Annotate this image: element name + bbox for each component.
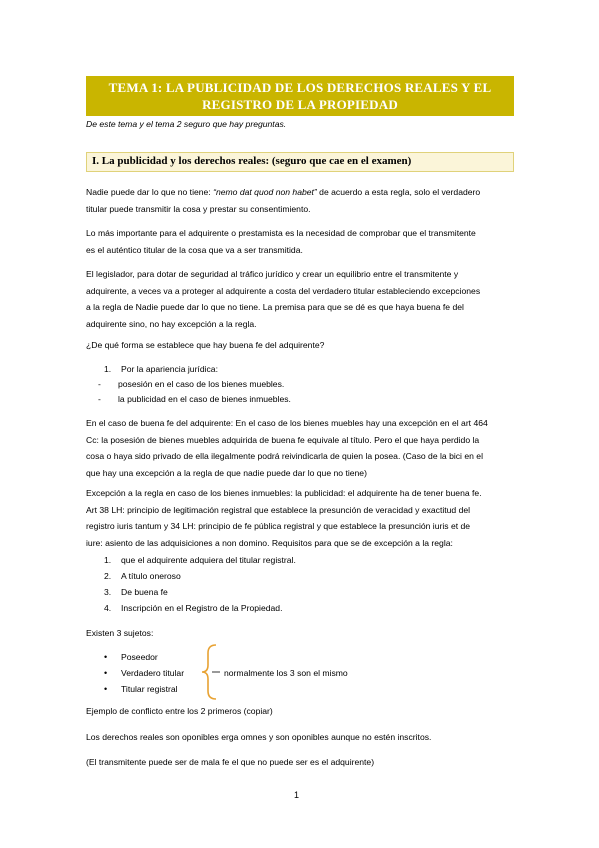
question-line: ¿De qué forma se establece que hay buena fe del adquirente? [86,340,325,350]
req-number: 1. [104,555,112,565]
req-number: 2. [104,571,112,581]
p5-line2: Art 38 LH: principio de legitimación registral que establece la presunción de veracidad y exactitud del [86,504,471,515]
p4-line2: Cc: la posesión de bienes muebles adquirida de buena fe equivale al título. Pero el que haya perdido la [86,434,480,445]
title-banner [86,76,514,116]
paragraph-oponibles: Los derechos reales son oponibles erga omnes y son oponibles aunque no estén inscritos. [86,732,432,742]
paragraph-inmuebles [86,485,514,551]
p5-line3: registro iuris tantum y 34 LH: principio de fe pública registral y que establece la presunción iuris et de [86,521,471,531]
list-number: 1. [104,364,112,374]
p2-line1: Lo más importante para el adquirente o prestamista es la necesidad de comprobar que el transmitente [86,228,476,238]
subject-item: Poseedor [121,652,158,662]
list-item-apariencia: Por la apariencia jurídica: [121,364,218,374]
req-number: 4. [104,603,112,613]
p1-italic: “nemo dat quod non habet” [210,187,317,197]
p3-line3: a la regla de Nadie puede dar lo que no tiene. La premisa para que se dé es que haya buena fe del [86,302,464,312]
req-item: Inscripción en el Registro de la Propiedad. [121,603,283,613]
p3-line4: adquirente sino, no hay excepción a la regla. [86,318,257,329]
paragraph-nemo-dat [86,184,514,217]
p4-line3: cosa o haya sido privado de ella ilegalmente podrá reivindicarla de quien la posea. (Caso de la bici en el [86,451,483,461]
p1-bold: Nadie puede dar lo que no tiene: [86,187,211,197]
bullet-glyph: • [104,684,108,694]
p4-line1: En el caso de buena fe del adquirente: En el caso de los bienes muebles hay una excepción en el art 464 [86,418,488,428]
paragraph-legislador [86,266,514,332]
p4-line4: que hay una excepción a la regla de que nadie puede dar lo que no tiene) [86,467,367,478]
p3-line2: adquirente, a veces va a proteger al adquirente a costa del verdadero titular estableciendo excepciones [86,285,481,296]
p1-rest: de acuerdo a esta regla, solo el verdadero [316,187,481,197]
curly-brace-icon [198,642,226,702]
p2-line2: es el auténtico titular de la cosa que va a ser transmitida. [86,244,303,255]
dash-item: la publicidad en el caso de bienes inmuebles. [118,394,291,404]
paragraph-mala-fe: (El transmitente puede ser de mala fe el que no puede ser es el adquirente) [86,757,375,767]
title-line-1: TEMA 1: LA PUBLICIDAD DE LOS DERECHOS REALES Y EL [108,80,492,95]
dash-glyph: - [98,394,101,404]
req-number: 3. [104,587,112,597]
paragraph-buena-fe [86,415,514,481]
subject-item: Verdadero titular [121,668,185,678]
bullet-glyph: • [104,652,108,662]
title-line-2: REGISTRO DE LA PROPIEDAD [202,97,398,112]
dash-glyph: - [98,379,101,389]
page-number: 1 [294,790,300,800]
subjects-note: normalmente los 3 son el mismo [224,668,348,678]
p1-line2: titular puede transmitir la cosa y prestar su consentimiento. [86,203,311,214]
subject-item: Titular registral [121,684,178,694]
p3-line1: El legislador, para dotar de seguridad al tráfico jurídico y crear un equilibrio entre el transmitente y [86,269,459,279]
bullet-glyph: • [104,668,108,678]
p5-line1: Excepción a la regla en caso de los bienes inmuebles: la publicidad: el adquirente ha de tener buena fe. [86,488,482,498]
conflict-example: Ejemplo de conflicto entre los 2 primeros (copiar) [86,706,273,716]
section-heading-box [86,152,514,172]
subtitle-note: De este tema y el tema 2 seguro que hay preguntas. [86,119,287,129]
req-item: que el adquirente adquiera del titular registral. [121,555,296,565]
req-item: A título oneroso [121,571,181,581]
p5-line4: iure: asiento de las adquisiciones a non domino. Requisitos para que se de excepción a la regla: [86,537,453,548]
section-heading: I. La publicidad y los derechos reales: (seguro que cae en el examen) [92,155,412,167]
req-item: De buena fe [121,587,168,597]
subjects-intro: Existen 3 sujetos: [86,628,154,638]
dash-item: posesión en el caso de los bienes muebles. [118,379,285,389]
paragraph-adquirente [86,225,514,258]
